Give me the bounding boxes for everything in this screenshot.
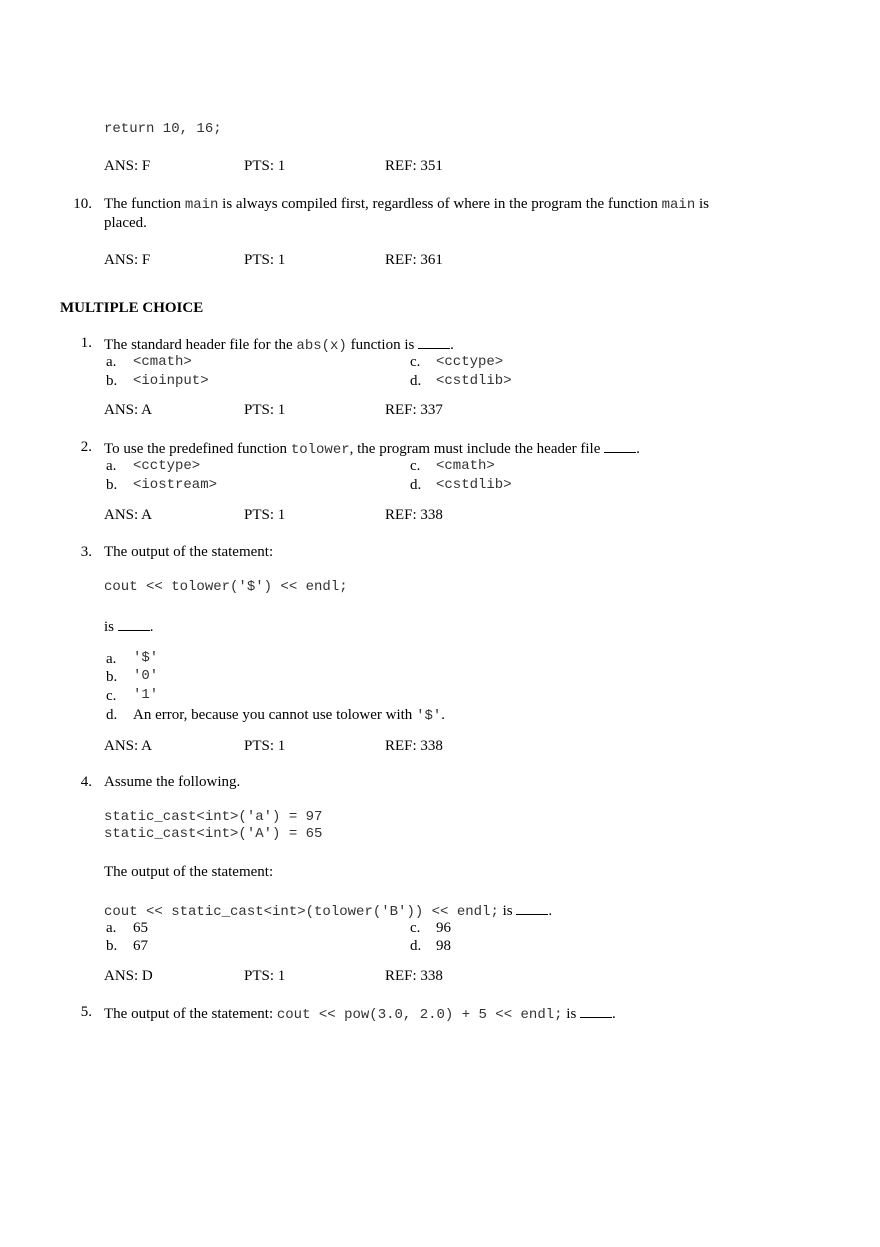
code-statement: cout << pow(3.0, 2.0) + 5 << endl; xyxy=(276,1007,563,1023)
option-text: '$' xyxy=(133,650,159,666)
points: PTS: 1 xyxy=(244,402,286,418)
option-text: 98 xyxy=(436,938,451,954)
code-main: main xyxy=(184,197,219,213)
option-label: b. xyxy=(106,477,118,493)
code-line: static_cast<int>('A') = 65 xyxy=(104,826,323,842)
question-number: 5. xyxy=(80,1004,92,1020)
text: . xyxy=(636,441,640,457)
text: To use the predefined function xyxy=(104,441,288,457)
option-text: <cctype> xyxy=(436,354,504,370)
reference: REF: 338 xyxy=(385,738,443,754)
code-tolower: tolower xyxy=(290,442,350,458)
text: is always compiled first, regardless of where in the program the function xyxy=(222,196,658,212)
option-label: c. xyxy=(410,354,421,370)
option-label: a. xyxy=(106,651,117,667)
text: The standard header file for the xyxy=(104,337,293,353)
text: is xyxy=(502,903,513,919)
question-number: 4. xyxy=(80,774,92,790)
question-number: 2. xyxy=(80,439,92,455)
code-statement: cout << tolower('$') << endl; xyxy=(104,579,348,595)
question-text xyxy=(104,335,454,354)
section-heading: MULTIPLE CHOICE xyxy=(60,300,204,316)
option-text: <cctype> xyxy=(133,458,201,474)
option-text: <cstdlib> xyxy=(436,477,512,493)
option-text xyxy=(133,707,445,724)
text: . xyxy=(441,707,446,723)
text: is xyxy=(566,1006,577,1022)
question-text: The output of the statement: xyxy=(104,864,274,880)
answer-blank xyxy=(418,335,450,349)
answer: ANS: F xyxy=(104,252,151,268)
text: is xyxy=(698,196,709,212)
answer-blank xyxy=(580,1004,612,1018)
option-label: b. xyxy=(106,669,118,685)
question-number: 10. xyxy=(73,196,92,212)
option-text: 96 xyxy=(436,920,451,936)
option-label: d. xyxy=(410,477,422,493)
text: . xyxy=(548,903,553,919)
text: The function xyxy=(104,196,182,212)
text: . xyxy=(149,619,154,635)
code-dollar: '$' xyxy=(416,708,442,724)
option-text: <ioinput> xyxy=(133,373,209,389)
question-text xyxy=(104,439,640,458)
points: PTS: 1 xyxy=(244,158,286,174)
text: An error, because you cannot use tolower with xyxy=(133,707,413,723)
answer-blank xyxy=(604,439,636,453)
code-main: main xyxy=(661,197,696,213)
option-label: c. xyxy=(106,688,117,704)
text: The output of the statement: xyxy=(104,1006,274,1022)
reference: REF: 338 xyxy=(385,968,443,984)
points: PTS: 1 xyxy=(244,252,286,268)
text: is xyxy=(104,619,115,635)
answer-blank xyxy=(118,617,150,631)
text: . xyxy=(612,1006,616,1022)
code-return: return 10, 16; xyxy=(104,121,222,137)
code-statement xyxy=(104,901,552,920)
question-text xyxy=(104,196,709,213)
question-text xyxy=(104,617,154,636)
points: PTS: 1 xyxy=(244,738,286,754)
reference: REF: 338 xyxy=(385,507,443,523)
option-label: b. xyxy=(106,938,118,954)
question-text-line2: placed. xyxy=(104,215,147,231)
reference: REF: 351 xyxy=(385,158,443,174)
question-text xyxy=(104,1004,616,1023)
answer: ANS: D xyxy=(104,968,153,984)
option-text: <cmath> xyxy=(133,354,192,370)
question-text: The output of the statement: xyxy=(104,544,274,560)
option-label: a. xyxy=(106,458,117,474)
code: cout << static_cast<int>(tolower('B')) << endl; xyxy=(104,904,499,920)
question-number: 1. xyxy=(80,335,92,351)
option-label: c. xyxy=(410,458,421,474)
answer: ANS: A xyxy=(104,738,152,754)
option-label: d. xyxy=(410,938,422,954)
option-text: 67 xyxy=(133,938,148,954)
answer: ANS: A xyxy=(104,402,152,418)
option-text: '1' xyxy=(133,687,159,703)
answer: ANS: F xyxy=(104,158,151,174)
code-abs: abs(x) xyxy=(296,338,347,354)
text: , the program must include the header file xyxy=(349,441,601,457)
points: PTS: 1 xyxy=(244,968,286,984)
option-text: 65 xyxy=(133,920,148,936)
answer-blank xyxy=(516,901,548,915)
option-text: <iostream> xyxy=(133,477,218,493)
code-line: static_cast<int>('a') = 97 xyxy=(104,809,323,825)
question-text: Assume the following. xyxy=(104,774,241,790)
option-label: d. xyxy=(106,707,118,723)
text: . xyxy=(450,337,454,353)
reference: REF: 337 xyxy=(385,402,443,418)
option-label: b. xyxy=(106,373,118,389)
option-text: <cstdlib> xyxy=(436,373,512,389)
question-number: 3. xyxy=(80,544,92,560)
text: function is xyxy=(350,337,415,353)
option-text: '0' xyxy=(133,668,159,684)
option-label: a. xyxy=(106,920,117,936)
answer: ANS: A xyxy=(104,507,152,523)
option-label: d. xyxy=(410,373,422,389)
reference: REF: 361 xyxy=(385,252,443,268)
points: PTS: 1 xyxy=(244,507,286,523)
option-label: c. xyxy=(410,920,421,936)
option-text: <cmath> xyxy=(436,458,495,474)
option-label: a. xyxy=(106,354,117,370)
